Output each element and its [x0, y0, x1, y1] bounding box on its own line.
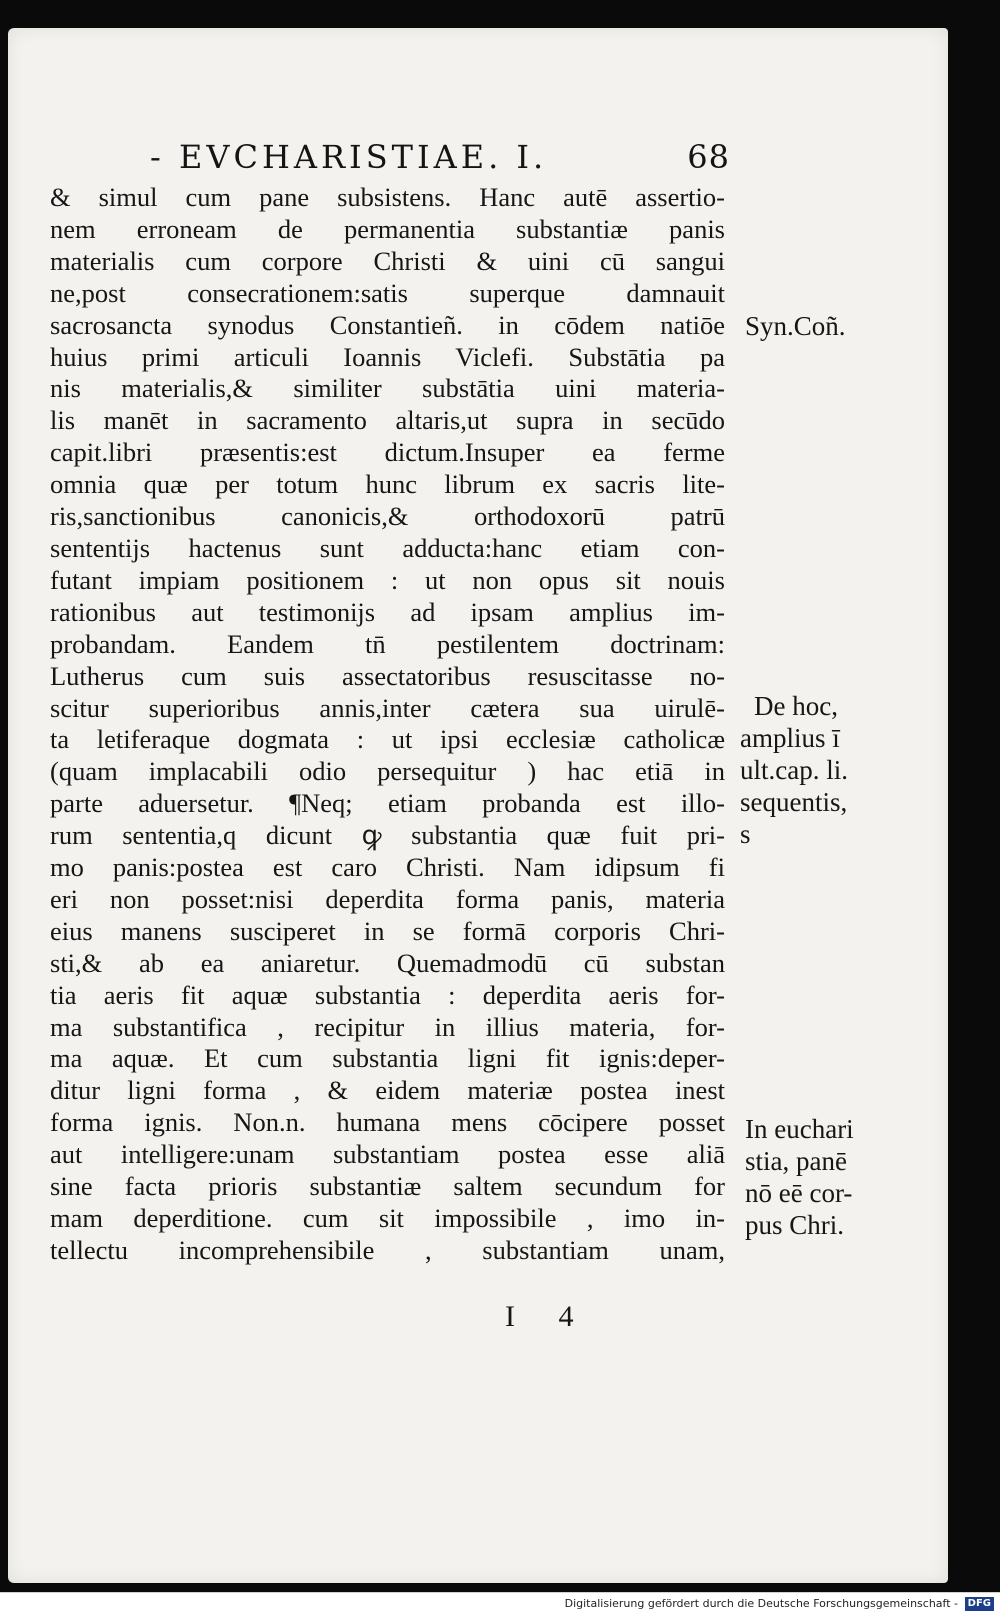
running-header: [150, 138, 730, 176]
text-line: ne,post consecrationem:satis superque damnauit: [50, 277, 725, 308]
text-line: eri non posset:nisi deperdita forma panis, materia: [50, 883, 725, 914]
text-line: Lutherus cum suis assectatoribus resuscitasse no-: [50, 660, 725, 691]
text-line: forma ignis. Non.n. humana mens cōcipere posset: [50, 1107, 725, 1138]
text-line: & simul cum pane subsistens. Hanc autē assertio-: [50, 182, 725, 212]
margin-note-line: s: [740, 819, 751, 849]
text-line: ta letiferaque dogmata : ut ipsi ecclesiæ catholicæ: [50, 724, 725, 755]
text-line: ditur ligni forma , & eidem materiæ postea inest: [50, 1075, 725, 1106]
margin-note-line: ult.cap. li.: [740, 755, 848, 785]
text-line: ma substantifica , recipitur in illius materia, for-: [50, 1011, 725, 1042]
text-line: ma aquæ. Et cum substantia ligni fit ignis:deper-: [50, 1043, 725, 1074]
text-line: aut intelligere:unam substantiam postea esse aliā: [50, 1139, 725, 1170]
text-line: huius primi articuli Ioannis Viclefi. Substātia pa: [50, 341, 725, 372]
running-title: - EVCHARISTIAE. I.: [150, 138, 548, 176]
text-line: (quam implacabili odio persequitur ) hac etiā in: [50, 756, 725, 787]
text-line: materialis cum corpore Christi & uini cū sangui: [50, 245, 725, 276]
margin-note-line: stia, panē: [745, 1146, 847, 1176]
text-line: omnia quæ per totum hunc librum ex sacris lite-: [50, 469, 725, 500]
text-line: lis manēt in sacramento altaris,ut supra in secūdo: [50, 405, 725, 436]
digitization-footer: [0, 1592, 1000, 1616]
text-line: scitur superioribus annis,inter cætera sua uirulē-: [50, 692, 725, 723]
text-line: sacrosancta synodus Constantieñ. in cōdem natiōe: [50, 309, 725, 340]
margin-note-cross-reference: [740, 690, 900, 850]
margin-note-line: pus Chri.: [745, 1210, 845, 1240]
text-line: nem erroneam de permanentia substantiæ panis: [50, 213, 725, 244]
text-line: tellectu incomprehensibile , substantiam unam,: [50, 1234, 725, 1265]
text-line: capit.libri præsentis:est dictum.Insuper ea ferme: [50, 437, 725, 468]
text-line: eius manens susciperet in se formā corporis Chri-: [50, 915, 725, 946]
margin-note-line: In euchari: [745, 1114, 854, 1144]
text-line: probandam. Eandem tn̄ pestilentem doctrinam:: [50, 628, 725, 659]
text-line: rationibus aut testimonijs ad ipsam amplius im-: [50, 596, 725, 627]
funding-credit: Digitalisierung gefördert durch die Deutsche Forschungsgemeinschaft -: [564, 1597, 958, 1610]
margin-note-line: nō eē cor-: [745, 1178, 853, 1208]
text-line: parte aduersetur. ¶Neq; etiam probanda est illo-: [50, 788, 725, 819]
text-line: futant impiam positionem : ut non opus sit nouis: [50, 564, 725, 595]
margin-note-line: sequentis,: [740, 787, 848, 817]
text-line: mam deperditione. cum sit impossibile , imo in-: [50, 1203, 725, 1233]
folio-number: 68: [687, 138, 730, 176]
margin-note-line: De hoc,: [754, 691, 838, 721]
text-line: tia aeris fit aquæ substantia : deperdita aeris for-: [50, 979, 725, 1010]
margin-note-synod: [745, 310, 905, 342]
text-line: ris,sanctionibus canonicis,& orthodoxorū patrū: [50, 501, 725, 532]
text-line: sti,& ab ea aniaretur. Quemadmodū cū substan: [50, 947, 725, 978]
text-line: nis materialis,& similiter substātia uini materia-: [50, 373, 725, 404]
text-line: rum sententia,q dicunt ꝙ substantia quæ fuit pri-: [50, 820, 725, 851]
dfg-logo: DFG: [965, 1597, 994, 1611]
main-text-block: [50, 182, 725, 1267]
text-line: sententijs hactenus sunt adducta:hanc etiam con-: [50, 532, 725, 563]
margin-note-line: Syn.Coñ.: [745, 311, 846, 341]
text-line: sine facta prioris substantiæ saltem secundum for: [50, 1171, 725, 1202]
margin-note-line: amplius ī: [740, 723, 840, 753]
signature-mark: I 4: [505, 1300, 592, 1333]
text-line: mo panis:postea est caro Christi. Nam idipsum fi: [50, 852, 725, 883]
margin-note-eucharist: [745, 1113, 905, 1241]
